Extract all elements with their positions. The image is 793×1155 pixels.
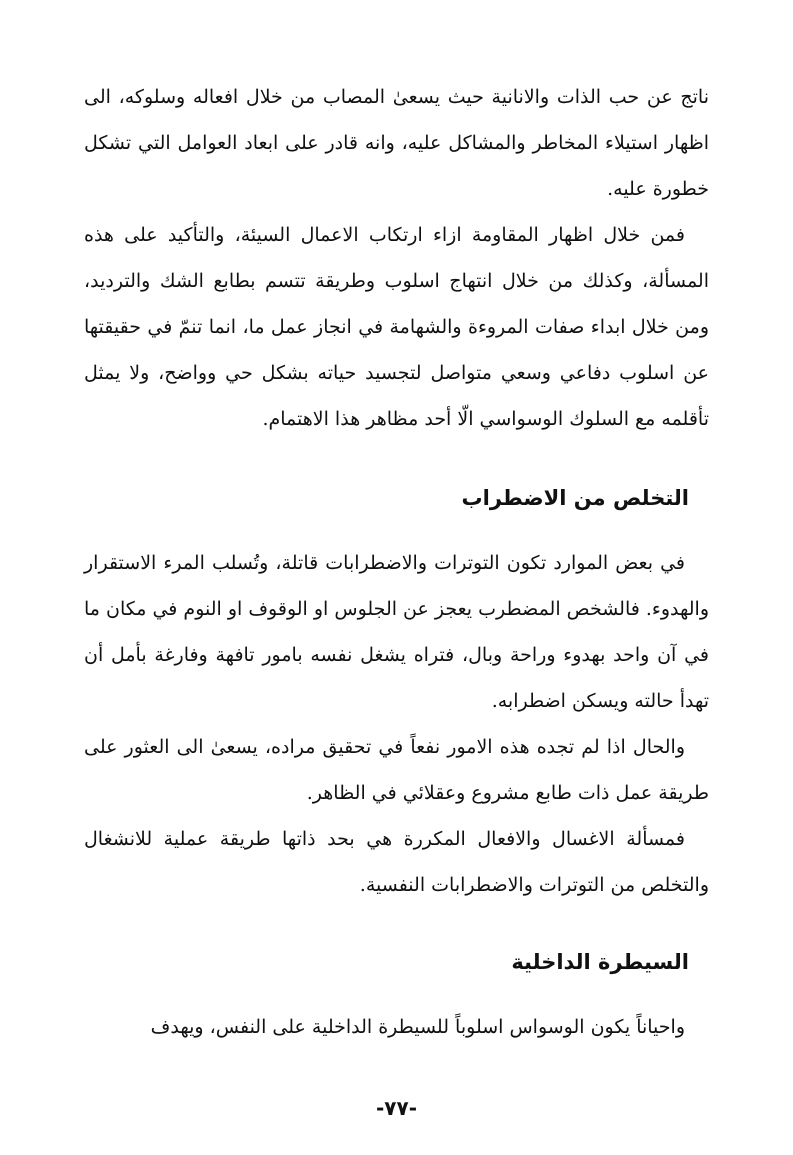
paragraph-resistance: فمن خلال اظهار المقاومة ازاء ارتكاب الاعمال السيئة، والتأكيد على هذه المسألة، وكذلك من خلال انتهاج اسلوب وطريقة تتسم بطابع الشك والترديد، ومن خلال ابداء صفات المروءة والشهامة في انجاز عمل ما، انما تنمّ في حقيقتها عن اسلوب دفاعي وسعي متواصل لتجسيد حياته بشكل حي وواضح، ولا يمثل تأقلمه مع السلوك الوسواسي الّا أحد مظاهر هذا الاهتمام. bbox=[84, 224, 709, 430]
section-heading-internal-control: السيطرة الداخلية bbox=[511, 950, 689, 974]
paragraph-internal-control: واحياناً يكون الوسواس اسلوباً للسيطرة الداخلية على النفس، ويهدف bbox=[150, 1016, 685, 1038]
paragraph-continuation: ناتج عن حب الذات والانانية حيث يسعىٰ المصاب من خلال افعاله وسلوكه، الى اظهار استيلاء المخاطر والمشاكل عليه، وانه قادر على ابعاد العوامل التي تشكل خطورة عليه. bbox=[84, 86, 709, 200]
page-number: -٧٧- bbox=[375, 1096, 418, 1120]
paragraph-anxiety: في بعض الموارد تكون التوترات والاضطرابات قاتلة، وتُسلب المرء الاستقرار والهدوء. فالشخص المضطرب يعجز عن الجلوس او الوقوف او النوم في مكان ما في آن واحد بهدوء وراحة وبال، فتراه يشغل نفسه بامور تافهة وفارغة بأمل أن تهدأ حالته ويسكن اضطرابه. bbox=[84, 552, 709, 712]
paragraph-seeking-method: والحال اذا لم تجده هذه الامور نفعاً في تحقيق مراده، يسعىٰ الى العثور على طريقة عمل ذات طابع مشروع وعقلائي في الظاهر. bbox=[84, 736, 709, 804]
section-heading-disturbance-relief: التخلص من الاضطراب bbox=[461, 486, 689, 510]
paragraph-repeated-washing: فمسألة الاغسال والافعال المكررة هي بحد ذاتها طريقة عملية للانشغال والتخلص من التوترات والاضطرابات النفسية. bbox=[84, 828, 709, 896]
